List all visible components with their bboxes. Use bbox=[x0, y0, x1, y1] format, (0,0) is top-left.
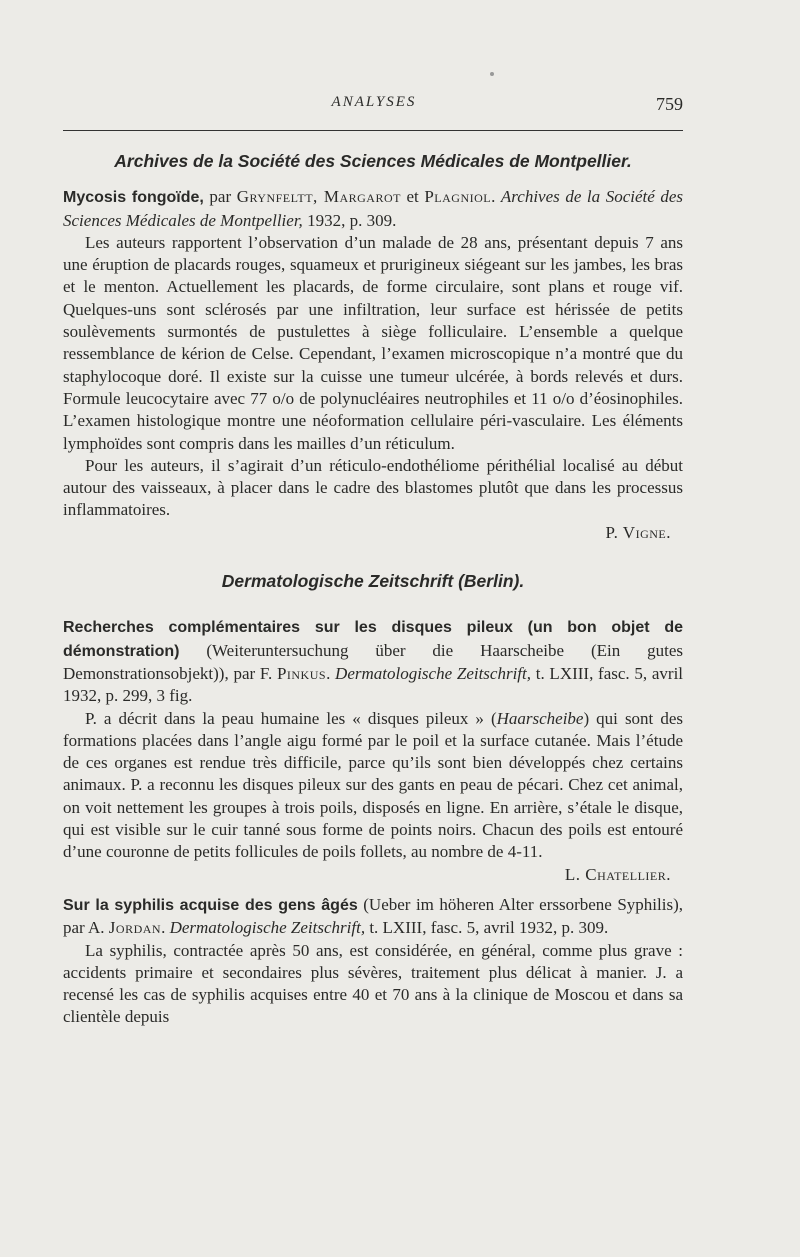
citation-by: par bbox=[203, 187, 237, 207]
citation-sep: . bbox=[491, 187, 501, 207]
citation-author: Pinkus bbox=[276, 663, 327, 683]
body-rest: ) qui sont des formations placées dans l’angle aigu formé par le poil et la surface cutanée. Mais l’étude de ces organes est rendue très difficile, parce qu’ils sont bien développés chez certains animaux. P. a reconnu les disques pileux sur des gants en peau de pécari. Chez cet animal, on voit nettement les groupes à trois poils, disposés en ligne. En arrière, s’étale le disque, qui est visible sur le cuir tanné sous forme de points noirs. Chacun des poils est entouré d’une couronne de petits follicules de poils follets, au nombre de 4-11. bbox=[63, 708, 683, 862]
article-citation bbox=[63, 616, 683, 707]
citation-authors: Grynfeltt, Margarot bbox=[236, 187, 401, 207]
citation-journal: Archives de la Société des Sciences Médicales de Montpellier, bbox=[63, 187, 683, 230]
reviewer-signature: L. Chatellier. bbox=[564, 864, 671, 884]
page-number: 759 bbox=[656, 94, 683, 114]
citation-ref: t. LXIII, fasc. 5, avril 1932, p. 299, 3 fig. bbox=[63, 663, 684, 706]
reviewer-signature: P. Vigne. bbox=[605, 522, 671, 542]
article-title: Recherches complémentaires sur les disques pileux (un bon objet de démonstration) bbox=[63, 619, 683, 660]
journal-heading: Dermatologische Zeitschrift (Berlin). bbox=[221, 571, 525, 592]
speck bbox=[490, 72, 494, 76]
citation-and: et bbox=[400, 187, 425, 207]
article-citation bbox=[63, 186, 683, 232]
citation-journal: Dermatologische Zeitschrift, bbox=[169, 918, 366, 938]
citation-ref: 1932, p. 309. bbox=[302, 210, 397, 230]
running-title: ANALYSES bbox=[331, 94, 417, 110]
article-body: La syphilis, contractée après 50 ans, est considérée, en général, comme plus grave : accidents primaire et secondaires plus sévères, traitement plus délicat à manier. J. a recensé les cas de syphilis acquises entre 40 et 70 ans à la clinique de Moscou et dans sa clientèle depuis bbox=[63, 940, 683, 1027]
citation-author: Plagniol bbox=[424, 187, 492, 207]
citation-author: Jordan bbox=[108, 918, 162, 938]
citation-ref: t. LXIII, fasc. 5, avril 1932, p. 309. bbox=[365, 918, 609, 938]
citation-sep: . bbox=[161, 918, 170, 938]
article-title: Mycosis fongoïde, bbox=[63, 189, 204, 207]
citation-sep: . bbox=[326, 663, 336, 683]
body-start: P. a décrit dans la peau humaine les « disques pileux » ( bbox=[85, 708, 497, 728]
article-body-2: Pour les auteurs, il s’agirait d’un réticulo-endothéliome périthélial localisé au début autour des vaisseaux, à placer dans le cadre des blastomes plutôt que dans les processus inflammatoires. bbox=[63, 455, 683, 520]
article-title: Sur la syphilis acquise des gens âgés bbox=[63, 896, 358, 914]
body-italic-term: Haarscheibe bbox=[496, 708, 584, 728]
page-content bbox=[63, 150, 683, 1029]
page-header bbox=[63, 92, 685, 122]
article-body bbox=[63, 708, 683, 864]
header-rule bbox=[63, 130, 683, 131]
journal-heading: Archives de la Société des Sciences Médicales de Montpellier. bbox=[114, 151, 632, 171]
citation-subtitle: (Weiteruntersuchung über die Haarscheibe (Ein gutes Demonstrationsobjekt)), par F. bbox=[63, 640, 683, 683]
article-citation bbox=[63, 894, 683, 940]
citation-subtitle: (Ueber im höheren Alter erssorbene Syphilis), par A. bbox=[63, 894, 683, 938]
article-body: Les auteurs rapportent l’observation d’un malade de 28 ans, présentant depuis 7 ans une éruption de placards rouges, squameux et prurigineux siégeant sur les jambes, les bras et le menton. Actuellement les placards, de forme circulaire, sont plans et rouge vif. Quelques-uns sont sclérosés par une infiltration, leur surface est hérissée de petits soulèvements surmontés de pustulettes à siège folliculaire. L’ensemble a quelque ressemblance de kérion de Celse. Cependant, l’examen microscopique n’a montré que du staphylocoque doré. Il existe sur la cuisse une tumeur ulcérée, à bords relevés et durs. Formule leucocytaire avec 77 o/o de polynucléaires neutrophiles et 11 o/o d’éosinophiles. L’examen histologique montre une néoformation cellulaire péri-vasculaire. Les éléments lymphoïdes sont compris dans les mailles d’un réticulum. bbox=[63, 232, 683, 453]
citation-journal: Dermatologische Zeitschrift, bbox=[335, 663, 532, 683]
